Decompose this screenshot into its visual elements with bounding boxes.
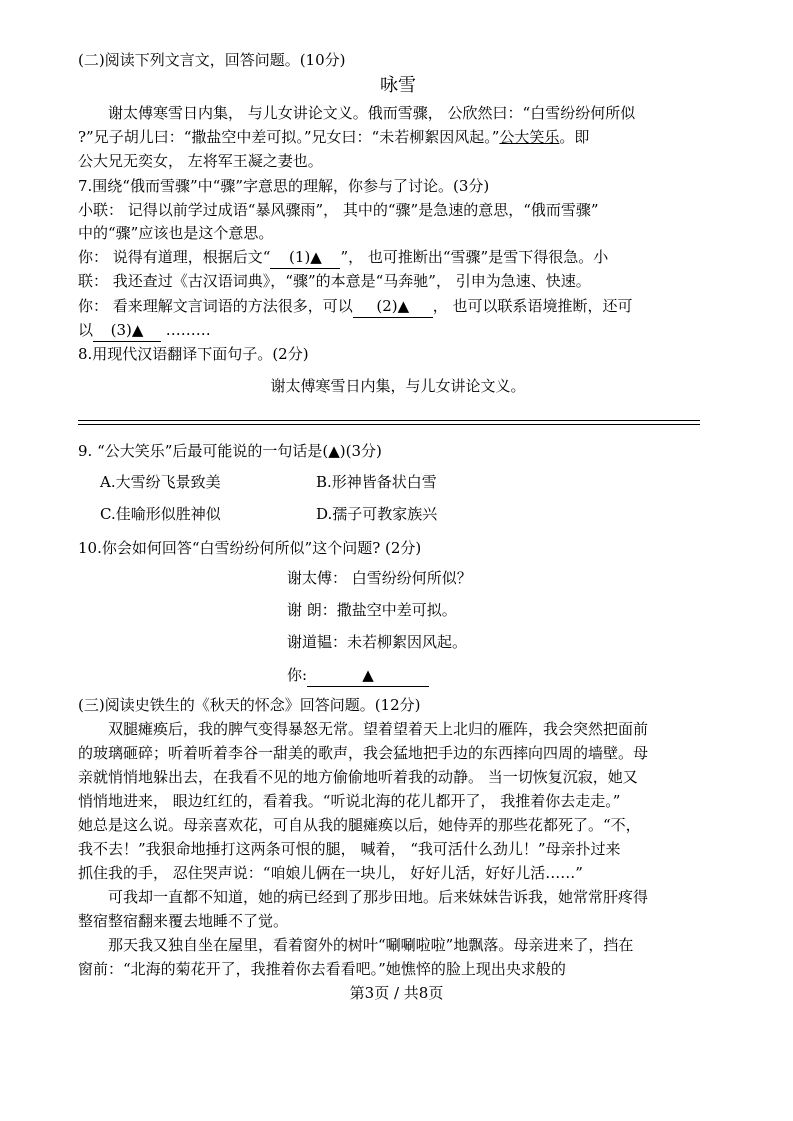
passage-line: 那天我又独自坐在屋里，看着窗外的树叶“唰唰啦啦”地飘落。母亲进来了，挡在: [108, 936, 634, 954]
answer-blank-3[interactable]: (3)▲: [93, 319, 161, 342]
passage-line: 我不去！”我狠命地捶打这两条可恨的腿， 喊着， “我可活什么劲儿！”母亲扑过来: [78, 840, 621, 858]
dialogue-line: 小联： 记得以前学过成语“暴风骤雨”， 其中的“骤”是急速的意思，“俄而雪骤”: [78, 201, 599, 219]
question-10-stem: 10.你会如何回答“白雪纷纷何所似”这个问题? (2分): [78, 539, 422, 557]
dialogue-text: ”， 也可推断出“雪骤”是雪下得很急。小: [340, 248, 609, 266]
passage-line: 的玻璃砸碎；听着听着李谷一甜美的歌声，我会猛地把手边的东西摔向四周的墙壁。母: [78, 744, 649, 762]
passage-line: 窗前：“北海的菊花开了，我推着你去看看吧。”她憔悴的脸上现出央求般的: [78, 960, 566, 978]
option-a[interactable]: A.大雪纷飞景致美: [100, 473, 221, 491]
dialogue-line: [78, 319, 718, 342]
page-footer: 第3页 / 共8页: [349, 984, 444, 1002]
passage-line: 悄悄地进来， 眼边红红的，看着我。“听说北海的花儿都开了， 我推着你去走走。”: [78, 792, 621, 810]
dialogue-xie-lang: 谢 朗：撒盐空中差可拟。: [287, 601, 457, 619]
passage-text: 。即: [559, 128, 590, 146]
passage-line: [78, 126, 718, 148]
passage-text: ?”兄子胡儿曰：“撒盐空中差可拟。”兄女曰：“未若柳絮因风起。”: [78, 128, 500, 146]
you-label: 你:: [287, 666, 308, 684]
dialogue-line: [78, 295, 718, 318]
passage-line: 谢太傅寒雪日内集， 与儿女讲论文义。俄而雪骤， 公欣然曰：“白雪纷纷何所似: [108, 104, 636, 122]
dialogue-line: [78, 246, 718, 269]
poem-title: 咏雪: [380, 75, 416, 96]
dialogue-text: 你： 说得有道理，根据后文“: [78, 248, 271, 266]
question-7-stem: 7.围绕“俄而雪骤”中“骤”字意思的理解，你参与了讨论。(3分): [78, 177, 490, 195]
question-8-stem: 8.用现代汉语翻译下面句子。(2分): [78, 345, 309, 363]
dialogue-text: ， 也可以联系语境推断，还可: [432, 297, 633, 315]
passage-line: 亲就悄悄地躲出去，在我看不见的地方偷偷地听着我的动静。 当一切恢复沉寂，她又: [78, 768, 638, 786]
option-c[interactable]: C.佳喻形似胜神似: [100, 505, 221, 523]
dialogue-you: [287, 664, 429, 687]
dialogue-line: 中的“骤”应该也是这个意思。: [78, 224, 274, 242]
dialogue-text: 以: [78, 321, 94, 339]
answer-line[interactable]: [78, 420, 700, 421]
passage-line: 她总是这么说。母亲喜欢花，可自从我的腿瘫痪以后，她侍弄的那些花都死了。“不，: [78, 816, 641, 834]
section2-header: (二)阅读下列文言文，回答问题。(10分): [78, 51, 346, 69]
option-d[interactable]: D.孺子可教家族兴: [316, 505, 438, 523]
answer-blank-2[interactable]: (2)▲: [353, 295, 433, 318]
answer-blank-1[interactable]: (1)▲: [270, 246, 340, 269]
passage-line: 可我却一直都不知道，她的病已经到了那步田地。后来妹妹告诉我，她常常肝疼得: [108, 888, 649, 906]
dialogue-xie-daoyun: 谢道韫：未若柳絮因风起。: [287, 633, 468, 651]
section3-header: (三)阅读史铁生的《秋天的怀念》回答问题。(12分): [78, 696, 421, 714]
underlined-phrase: 公大笑乐: [499, 128, 560, 146]
passage-line: 公大兄无奕女， 左将军王凝之妻也。: [78, 152, 323, 170]
translate-sentence: 谢太傅寒雪日内集，与儿女讲论文义。: [270, 377, 526, 395]
dialogue-xie-taifu: 谢太傅： 白雪纷纷何所似？: [287, 569, 472, 587]
passage-line: 双腿瘫痪后，我的脾气变得暴怒无常。望着望着天上北归的雁阵，我会突然把面前: [108, 720, 649, 738]
dialogue-text: 你： 看来理解文言词语的方法很多，可以: [78, 297, 353, 315]
answer-line[interactable]: [78, 424, 700, 425]
dialogue-line: 联： 我还查过《古汉语词典》，“骤”的本意是“马奔驰”， 引申为急速、快速。: [78, 272, 591, 290]
question-9-stem: 9. “公大笑乐”后最可能说的一句话是(▲)(3分): [78, 442, 382, 460]
passage-line: 抓住我的手， 忍住哭声说：“咱娘儿俩在一块儿， 好好儿活，好好儿活……”: [78, 864, 583, 882]
dialogue-text: ………: [165, 321, 211, 339]
answer-blank-q10[interactable]: ▲: [307, 664, 429, 687]
passage-line: 整宿整宿翻来覆去地睡不了觉。: [78, 912, 289, 930]
option-b[interactable]: B.形神皆备状白雪: [316, 473, 437, 491]
